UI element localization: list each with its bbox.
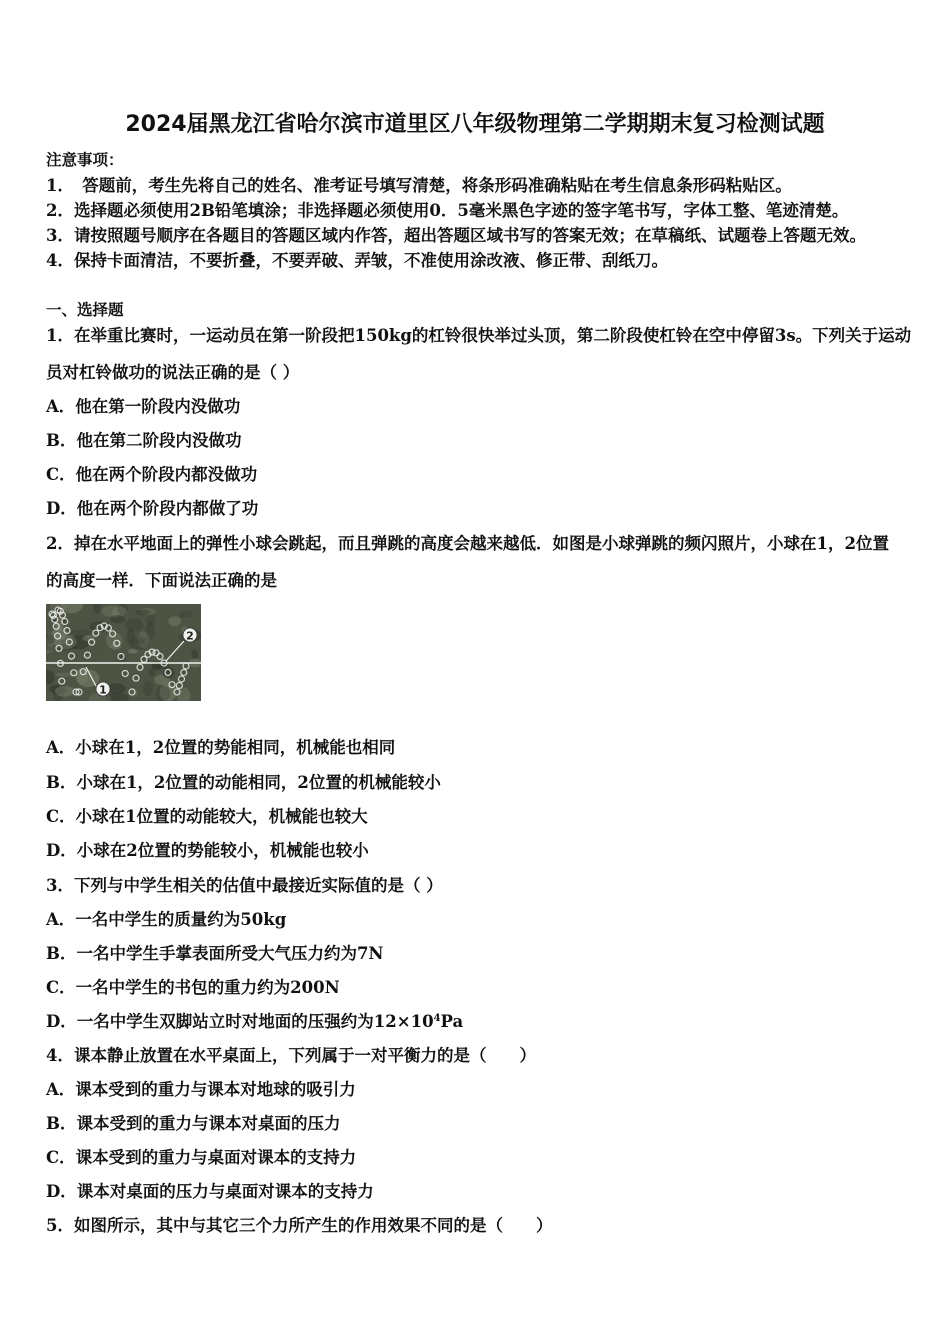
page-title: 2024届黑龙江省哈尔滨市道里区八年级物理第二学期期末复习检测试题 (125, 112, 825, 137)
notice-item: 2．选择题必须使用2B铅笔填涂；非选择题必须使用0．5毫米黑色字迹的签字笔书写，字体工整、笔迹清楚。 (46, 201, 849, 220)
option: A．课本受到的重力与课本对地球的吸引力 (46, 1080, 356, 1099)
texture-blotch (143, 681, 154, 697)
question-stem: 3．下列与中学生相关的估值中最接近实际值的是（ ） (46, 876, 443, 895)
question-stem: 员对杠铃做功的说法正确的是（ ） (46, 363, 300, 382)
texture-blotch (146, 615, 156, 626)
option: C．课本受到的重力与桌面对课本的支持力 (46, 1148, 357, 1167)
texture-blotch (71, 630, 93, 636)
texture-blotch (149, 669, 155, 676)
option-unit: Pa (440, 1012, 464, 1031)
texture-blotch (191, 649, 198, 658)
texture-blotch (128, 649, 138, 654)
option: A．他在第一阶段内没做功 (46, 397, 241, 416)
option: D．小球在2位置的势能较小，机械能也较小 (46, 841, 369, 860)
option: B．课本受到的重力与课本对桌面的压力 (46, 1114, 341, 1133)
question-stem: 1．在举重比赛时，一运动员在第一阶段把150kg的杠铃很快举过头顶，第二阶段使杠铃在空中停留3s。下列关于运动 (46, 326, 912, 345)
texture-blotch (125, 618, 143, 631)
notice-item: 1． 答题前，考生先将自己的姓名、准考证号填写清楚，将条形码准确粘贴在考生信息条形码粘贴区。 (46, 176, 792, 195)
texture-blotch (76, 667, 88, 684)
texture-blotch (179, 611, 193, 618)
texture-blotch (106, 632, 123, 649)
bouncing-ball-strobe-photo (46, 604, 201, 701)
texture-blotch (102, 605, 127, 617)
option: C．他在两个阶段内都没做功 (46, 465, 258, 484)
texture-blotch (108, 683, 126, 694)
texture-blotch (168, 616, 181, 626)
texture-blotch (155, 686, 170, 701)
notice-heading: 注意事项： (46, 150, 124, 169)
notice-item: 3．请按照题号顺序在各题目的答题区域内作答，超出答题区域书写的答案无效；在草稿纸、试题卷上答题无效。 (46, 226, 866, 245)
texture-blotch (55, 686, 74, 697)
option: B．一名中学生手掌表面所受大气压力约为7N (46, 944, 384, 963)
texture-blotch (110, 615, 126, 623)
option: A．一名中学生的质量约为50kg (46, 910, 287, 929)
question-stem: 2．掉在水平地面上的弹性小球会跳起，而且弹跳的高度会越来越低．如图是小球弹跳的频闪照片，小球在1，2位置 (46, 534, 889, 553)
texture-blotch (136, 610, 150, 616)
question-stem: 的高度一样．下面说法正确的是 (46, 571, 277, 590)
option: D．课本对桌面的压力与桌面对课本的支持力 (46, 1182, 374, 1201)
option: C．一名中学生的书包的重力约为200N (46, 978, 340, 997)
option: B．他在第二阶段内没做功 (46, 431, 242, 450)
option: A．小球在1，2位置的势能相同，机械能也相同 (46, 738, 396, 757)
question-stem: 5．如图所示，其中与其它三个力所产生的作用效果不同的是（ ） (46, 1216, 553, 1235)
question-stem: 4．课本静止放置在水平桌面上，下列属于一对平衡力的是（ ） (46, 1046, 536, 1065)
strobe-photo-svg (46, 604, 201, 701)
section-heading: 一、选择题 (46, 300, 124, 319)
label-1-text: 1 (99, 683, 107, 697)
texture-blotch (138, 631, 150, 648)
option: B．小球在1，2位置的动能相同，2位置的机械能较小 (46, 773, 441, 792)
label-2-text: 2 (186, 629, 194, 643)
notice-item: 4．保持卡面清洁，不要折叠，不要弄破、弄皱，不准使用涂改液、修正带、刮纸刀。 (46, 251, 668, 270)
option: D．他在两个阶段内都做了功 (46, 499, 259, 518)
option (46, 1012, 463, 1032)
exponent: 4 (433, 1013, 441, 1024)
option-text: D．一名中学生双脚站立时对地面的压强约为12×10 (46, 1012, 434, 1031)
option: C．小球在1位置的动能较大，机械能也较大 (46, 807, 368, 826)
